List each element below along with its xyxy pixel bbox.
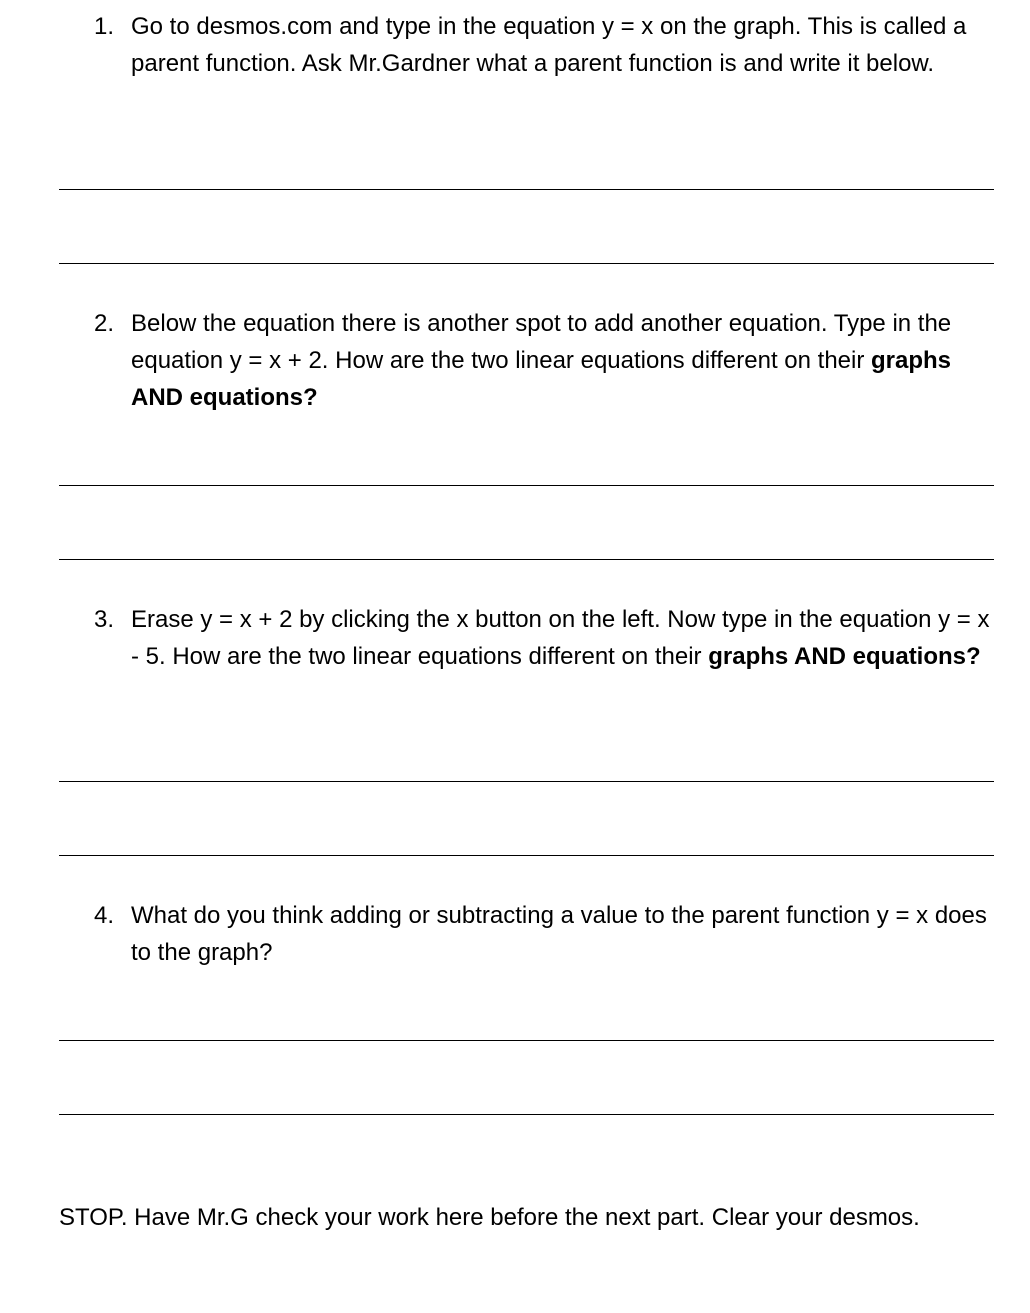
question-number: 1. bbox=[94, 13, 115, 40]
question-prompt: What do you think adding or subtracting a value to the parent function y = x does to the graph? bbox=[131, 902, 987, 966]
stop-note: STOP. Have Mr.G check your work here before the next part. Clear your desmos. bbox=[59, 1204, 920, 1231]
answer-line-2b[interactable] bbox=[59, 559, 994, 560]
question-1 bbox=[94, 8, 999, 82]
answer-line-2a[interactable] bbox=[59, 485, 994, 486]
question-text bbox=[131, 601, 999, 675]
question-number: 4. bbox=[94, 902, 115, 929]
question-number: 2. bbox=[94, 310, 115, 337]
question-prompt: Erase y = x + 2 by clicking the x button on the left. Now type in the equation y = x - 5. How are the two linear equations different on their bbox=[131, 606, 990, 670]
question-3 bbox=[94, 601, 999, 675]
question-number: 3. bbox=[94, 606, 115, 633]
answer-line-1b[interactable] bbox=[59, 263, 994, 264]
question-2 bbox=[94, 305, 999, 416]
question-4 bbox=[94, 897, 999, 971]
answer-line-1a[interactable] bbox=[59, 189, 994, 190]
question-prompt: Go to desmos.com and type in the equation y = x on the graph. This is called a parent function. Ask Mr.Gardner what a parent function is and write it below. bbox=[131, 13, 967, 77]
answer-line-3a[interactable] bbox=[59, 781, 994, 782]
question-text bbox=[131, 8, 999, 82]
question-emphasis: graphs AND equations? bbox=[131, 347, 952, 411]
question-text bbox=[131, 897, 999, 971]
answer-line-4a[interactable] bbox=[59, 1040, 994, 1041]
question-prompt: Below the equation there is another spot to add another equation. Type in the equation y = x + 2. How are the two linear equations different on their bbox=[131, 310, 952, 374]
question-emphasis: graphs AND equations? bbox=[708, 643, 981, 670]
question-text bbox=[131, 305, 999, 416]
answer-line-4b[interactable] bbox=[59, 1114, 994, 1115]
answer-line-3b[interactable] bbox=[59, 855, 994, 856]
